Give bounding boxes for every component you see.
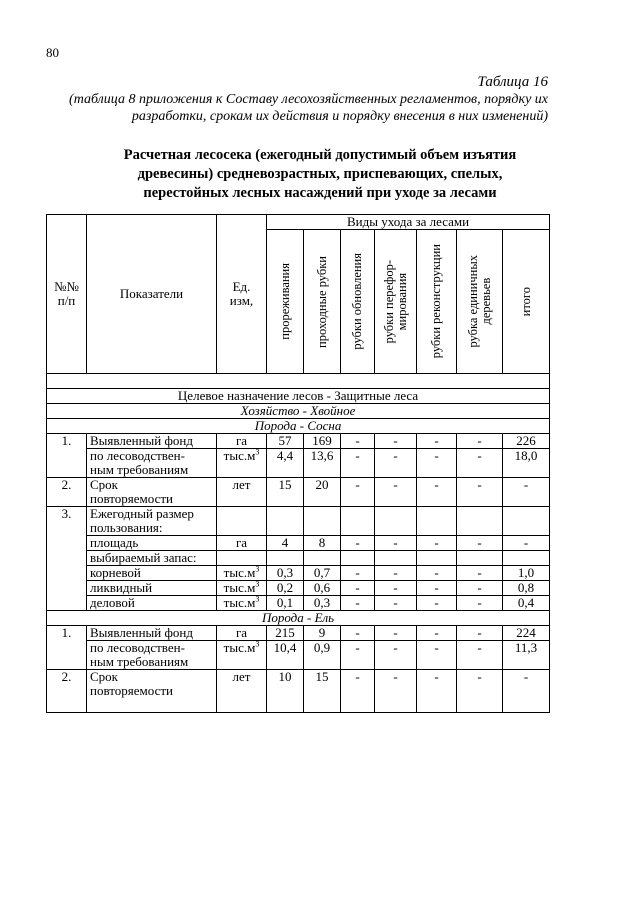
- spacer-row: [47, 374, 550, 389]
- table-row: 2. Срок повторяемости лет 15 20 - - - - -: [47, 478, 550, 507]
- table-row: ликвидный $тыс.м^3$ 0,2 0,6 - - - - 0,8: [47, 581, 550, 596]
- header-unit: Ед. изм,: [217, 215, 267, 374]
- table-row: 3. Ежегодный размер пользования:: [47, 507, 550, 536]
- header-num: №№ п/п: [47, 215, 87, 374]
- header-col-total: итого: [503, 230, 550, 374]
- title-line-2: древесины) средневозрастных, приспевающих, спелых,: [137, 166, 503, 182]
- table-ref-line-1: (таблица 8 приложения к Составу лесохозяйственных регламентов, порядку их: [69, 92, 548, 107]
- allowable-cut-table: [46, 214, 550, 713]
- table-row: 1. Выявленный фонд га 57 169 - - - - 226: [47, 434, 550, 449]
- title-line-3: перестойных лесных насаждений при уходе за лесами: [143, 185, 497, 201]
- header-col-single-tree-cut: рубка единичных деревьев: [457, 230, 503, 374]
- table-reference: [28, 74, 548, 125]
- species-spruce: Порода - Ель: [47, 611, 550, 626]
- header-col-reformation-cut: рубки перефор- мирования: [375, 230, 417, 374]
- header-col-renewal-cut: рубки обновления: [341, 230, 375, 374]
- table-row: корневой $тыс.м^3$ 0,3 0,7 - - - - 1,0: [47, 566, 550, 581]
- subsection-coniferous: Хозяйство - Хвойное: [47, 404, 550, 419]
- table-ref-line-2: разработки, срокам их действия и порядку внесения в них изменений): [131, 109, 548, 124]
- header-col-thinning: прореживания: [267, 230, 304, 374]
- table-row: по лесоводствен- ным требованиям $тыс.м^3$ 4,4 13,6 - - - - 18,0: [47, 449, 550, 478]
- document-title: [60, 146, 580, 203]
- species-pine: Порода - Сосна: [47, 419, 550, 434]
- table-row: 2. Срок повторяемости лет 10 15 - - - - -: [47, 670, 550, 713]
- header-col-passage-cut: проходные рубки: [304, 230, 341, 374]
- section-protective-forests: Целевое назначение лесов - Защитные леса: [47, 389, 550, 404]
- table-row: площадь га 4 8 - - - - -: [47, 536, 550, 551]
- table-row: деловой $тыс.м^3$ 0,1 0,3 - - - - 0,4: [47, 596, 550, 611]
- header-indicators: Показатели: [87, 215, 217, 374]
- title-line-1: Расчетная лесосека (ежегодный допустимый объем изъятия: [123, 147, 517, 163]
- table-row: выбираемый запас:: [47, 551, 550, 566]
- header-care-types: Виды ухода за лесами: [267, 215, 550, 230]
- table-row: по лесоводствен- ным требованиям $тыс.м^3$ 10,4 0,9 - - - - 11,3: [47, 641, 550, 670]
- page-number: 80: [46, 45, 59, 60]
- table-label: Таблица 16: [477, 74, 548, 90]
- header-col-reconstruction-cut: рубки реконструкции: [417, 230, 457, 374]
- table-row: 1. Выявленный фонд га 215 9 - - - - 224: [47, 626, 550, 641]
